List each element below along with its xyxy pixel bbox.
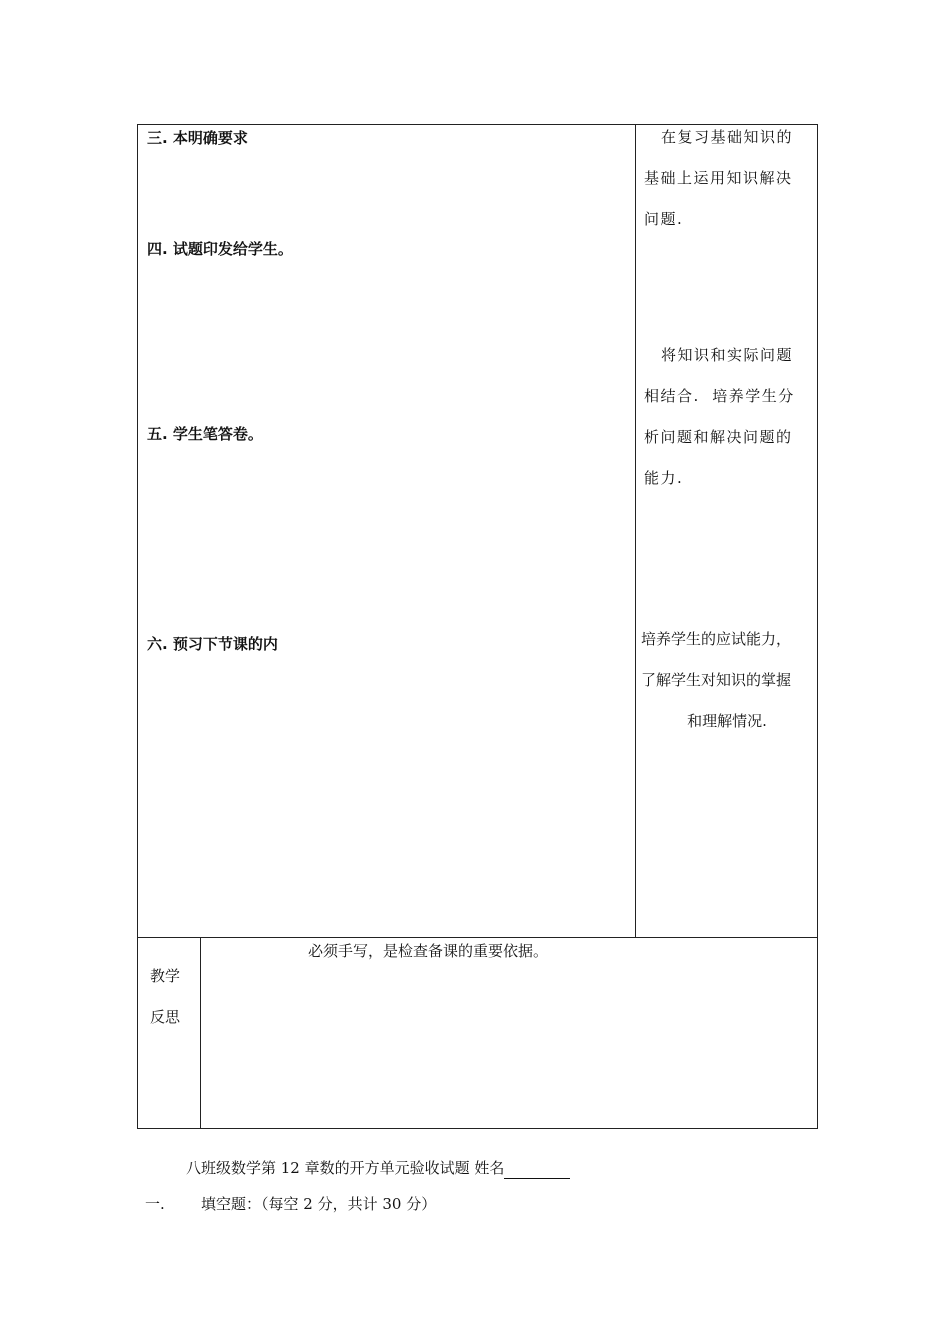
section-number: 一. <box>145 1195 165 1213</box>
step-six: 六. 预习下节课的内 <box>147 635 278 653</box>
reflection-column-divider <box>200 937 201 1129</box>
note-line: 在复习基础知识的 <box>661 128 794 146</box>
note-line: 了解学生对知识的掌握 <box>641 671 792 689</box>
section-title: 填空题：（每空 2 分，共计 30 分） <box>201 1195 437 1213</box>
note-line: 能力. <box>644 469 684 487</box>
note-line: 将知识和实际问题 <box>661 346 794 364</box>
reflection-label <box>150 956 186 1038</box>
exam-title <box>186 1157 570 1179</box>
step-four: 四. 试题印发给学生。 <box>147 240 293 258</box>
reflection-note: 必须手写，是检查备课的重要依据。 <box>308 942 549 960</box>
note-line: 问题. <box>644 210 684 228</box>
reflection-label-line: 反思 <box>150 1008 181 1026</box>
table-row-divider <box>137 937 818 938</box>
note-line: 和理解情况. <box>687 712 767 730</box>
note-line: 基础上运用知识解决 <box>644 169 793 187</box>
exam-title-text: 八班级数学第 12 章数的开方单元验收试题 姓名 <box>186 1159 505 1177</box>
note-review-purpose <box>644 117 812 240</box>
note-exam-purpose <box>641 619 813 742</box>
step-five: 五. 学生笔答卷。 <box>147 425 263 443</box>
reflection-label-line: 教学 <box>150 967 181 985</box>
note-line: 析问题和解决问题的 <box>644 428 793 446</box>
note-line: 培养学生的应试能力， <box>641 630 792 648</box>
table-column-divider <box>635 124 636 938</box>
name-blank <box>504 1161 570 1179</box>
note-line: 相结合. 培养学生分 <box>644 387 795 405</box>
step-three: 三. 本明确要求 <box>147 129 248 147</box>
section-heading <box>145 1193 436 1215</box>
note-application-purpose <box>644 335 812 499</box>
